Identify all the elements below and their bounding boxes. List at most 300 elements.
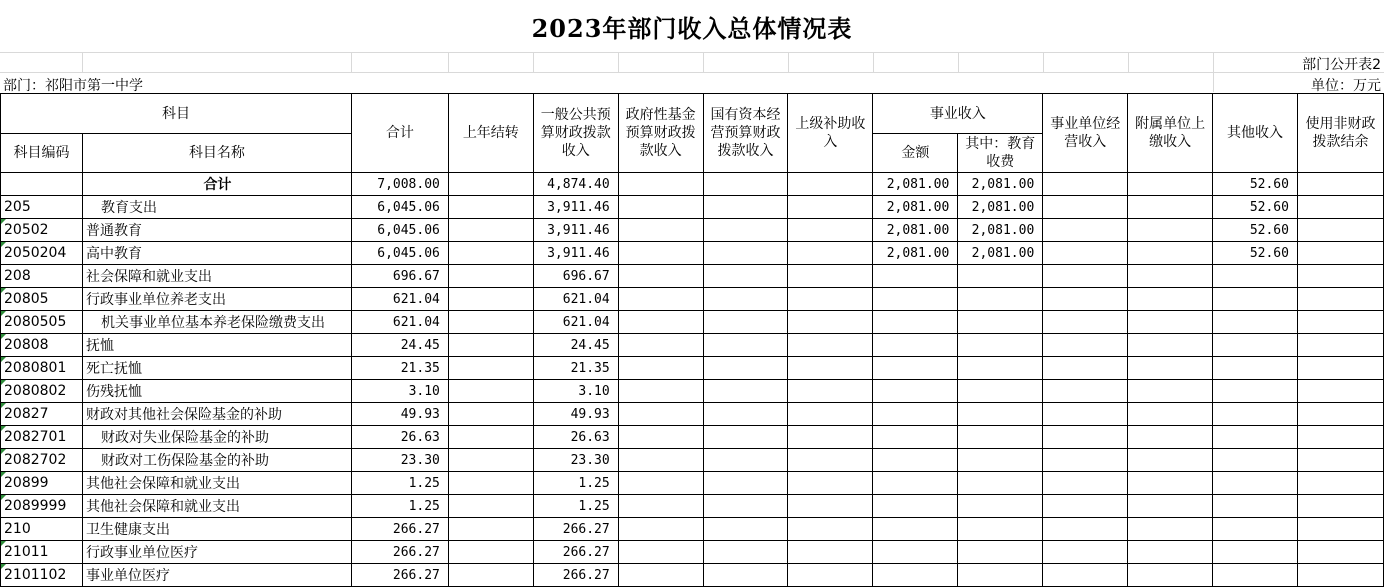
cell-amount[interactable]: 2,081.00 (873, 219, 958, 242)
cell-gov-fund[interactable] (618, 334, 703, 357)
cell-subsidy[interactable] (788, 196, 873, 219)
header-carryover[interactable]: 上年结转 (448, 94, 533, 173)
cell-subsidy[interactable] (788, 426, 873, 449)
header-affiliated[interactable]: 附属单位上缴收入 (1128, 94, 1213, 173)
cell-total[interactable]: 49.93 (351, 403, 448, 426)
cell-general[interactable]: 3,911.46 (533, 242, 618, 265)
gridline (82, 52, 83, 72)
gridline (788, 52, 789, 72)
table-row (1, 541, 1384, 564)
header-state-capital[interactable]: 国有资本经营预算财政拨款收入 (703, 94, 788, 173)
cell-other[interactable] (1213, 518, 1298, 541)
cell-subsidy[interactable] (788, 403, 873, 426)
cell-state-capital[interactable] (703, 219, 788, 242)
cell-marker-icon (1, 288, 6, 293)
cell-state-capital[interactable] (703, 564, 788, 587)
header-amount[interactable]: 金额 (873, 134, 958, 173)
header-business-income[interactable]: 事业收入 (873, 94, 1043, 134)
cell-carryover[interactable] (448, 472, 533, 495)
cell-marker-icon (1, 403, 6, 408)
form-number[interactable]: 部门公开表2 (1302, 57, 1381, 73)
cell-state-capital[interactable] (703, 357, 788, 380)
header-other-income[interactable]: 其他收入 (1213, 94, 1298, 173)
header-superior-subsidy[interactable]: 上级补助收入 (788, 94, 873, 173)
cell-non-fiscal[interactable] (1297, 357, 1383, 380)
cell-gov-fund[interactable] (618, 288, 703, 311)
cell-other[interactable] (1213, 472, 1298, 495)
cell-affiliated[interactable] (1128, 449, 1213, 472)
cell-affiliated[interactable] (1128, 541, 1213, 564)
cell-amount[interactable] (873, 541, 958, 564)
cell-edu-fee[interactable] (958, 564, 1043, 587)
cell-edu-fee[interactable] (958, 541, 1043, 564)
cell-total[interactable]: 21.35 (351, 357, 448, 380)
cell-non-fiscal[interactable] (1297, 403, 1383, 426)
cell-other[interactable]: 52.60 (1213, 196, 1298, 219)
cell-other[interactable] (1213, 357, 1298, 380)
cell-name[interactable]: 教育支出 (82, 196, 351, 219)
cell-affiliated[interactable] (1128, 242, 1213, 265)
cell-carryover[interactable] (448, 449, 533, 472)
cell-affiliated[interactable] (1128, 518, 1213, 541)
cell-code[interactable] (1, 403, 83, 426)
cell-code[interactable] (1, 380, 83, 403)
cell-affiliated[interactable] (1128, 265, 1213, 288)
cell-operation[interactable] (1043, 518, 1128, 541)
cell-carryover[interactable] (448, 173, 533, 196)
cell-code[interactable] (1, 449, 83, 472)
cell-edu-fee[interactable]: 2,081.00 (958, 219, 1043, 242)
cell-name[interactable]: 卫生健康支出 (82, 518, 351, 541)
cell-amount[interactable] (873, 380, 958, 403)
cell-affiliated[interactable] (1128, 357, 1213, 380)
cell-carryover[interactable] (448, 426, 533, 449)
cell-gov-fund[interactable] (618, 518, 703, 541)
cell-non-fiscal[interactable] (1297, 472, 1383, 495)
cell-code[interactable] (1, 334, 83, 357)
cell-edu-fee[interactable] (958, 311, 1043, 334)
cell-gov-fund[interactable] (618, 495, 703, 518)
cell-marker-icon (1, 219, 6, 224)
cell-name[interactable]: 合计 (82, 173, 351, 196)
cell-carryover[interactable] (448, 403, 533, 426)
cell-code-text: 2080505 (4, 314, 67, 330)
cell-subsidy[interactable] (788, 380, 873, 403)
cell-gov-fund[interactable] (618, 380, 703, 403)
cell-affiliated[interactable] (1128, 334, 1213, 357)
cell-other[interactable] (1213, 311, 1298, 334)
cell-subsidy[interactable] (788, 288, 873, 311)
cell-total[interactable]: 6,045.06 (351, 219, 448, 242)
cell-subsidy[interactable] (788, 518, 873, 541)
gridline (351, 52, 352, 72)
cell-edu-fee[interactable] (958, 380, 1043, 403)
cell-code[interactable] (1, 472, 83, 495)
cell-gov-fund[interactable] (618, 449, 703, 472)
cell-general[interactable]: 621.04 (533, 311, 618, 334)
cell-state-capital[interactable] (703, 495, 788, 518)
cell-operation[interactable] (1043, 242, 1128, 265)
cell-state-capital[interactable] (703, 518, 788, 541)
cell-edu-fee[interactable] (958, 288, 1043, 311)
cell-gov-fund[interactable] (618, 541, 703, 564)
cell-non-fiscal[interactable] (1297, 334, 1383, 357)
cell-name[interactable]: 行政事业单位养老支出 (82, 288, 351, 311)
table-row (1, 196, 1384, 219)
cell-affiliated[interactable] (1128, 196, 1213, 219)
table-row (1, 426, 1384, 449)
cell-code[interactable] (1, 288, 83, 311)
cell-marker-icon (1, 426, 6, 431)
cell-state-capital[interactable] (703, 541, 788, 564)
cell-amount[interactable]: 2,081.00 (873, 173, 958, 196)
cell-other[interactable] (1213, 426, 1298, 449)
cell-other[interactable] (1213, 334, 1298, 357)
cell-operation[interactable] (1043, 426, 1128, 449)
cell-code[interactable] (1, 173, 83, 196)
cell-operation[interactable] (1043, 472, 1128, 495)
cell-name[interactable]: 行政事业单位医疗 (82, 541, 351, 564)
cell-gov-fund[interactable] (618, 242, 703, 265)
cell-gov-fund[interactable] (618, 426, 703, 449)
cell-name[interactable]: 社会保障和就业支出 (82, 265, 351, 288)
cell-code-text: 2082701 (4, 429, 67, 445)
cell-carryover[interactable] (448, 242, 533, 265)
cell-non-fiscal[interactable] (1297, 564, 1383, 587)
cell-other[interactable]: 52.60 (1213, 219, 1298, 242)
cell-carryover[interactable] (448, 265, 533, 288)
cell-general[interactable]: 1.25 (533, 472, 618, 495)
cell-code[interactable] (1, 265, 83, 288)
cell-code[interactable] (1, 196, 83, 219)
cell-operation[interactable] (1043, 288, 1128, 311)
cell-general[interactable]: 266.27 (533, 541, 618, 564)
cell-name[interactable]: 其他社会保障和就业支出 (82, 495, 351, 518)
cell-total[interactable]: 3.10 (351, 380, 448, 403)
cell-name[interactable]: 财政对工伤保险基金的补助 (82, 449, 351, 472)
cell-general[interactable]: 23.30 (533, 449, 618, 472)
cell-total[interactable]: 621.04 (351, 311, 448, 334)
cell-name[interactable]: 财政对其他社会保险基金的补助 (82, 403, 351, 426)
cell-code[interactable] (1, 564, 83, 587)
cell-total[interactable]: 266.27 (351, 541, 448, 564)
cell-edu-fee[interactable]: 2,081.00 (958, 242, 1043, 265)
cell-non-fiscal[interactable] (1297, 219, 1383, 242)
cell-affiliated[interactable] (1128, 564, 1213, 587)
cell-general[interactable]: 3.10 (533, 380, 618, 403)
cell-non-fiscal[interactable] (1297, 518, 1383, 541)
cell-total[interactable]: 696.67 (351, 265, 448, 288)
cell-non-fiscal[interactable] (1297, 311, 1383, 334)
cell-total[interactable]: 6,045.06 (351, 196, 448, 219)
cell-name[interactable]: 事业单位医疗 (82, 564, 351, 587)
cell-operation[interactable] (1043, 380, 1128, 403)
cell-gov-fund[interactable] (618, 311, 703, 334)
cell-non-fiscal[interactable] (1297, 495, 1383, 518)
gridline (873, 52, 874, 72)
cell-carryover[interactable] (448, 380, 533, 403)
cell-general[interactable]: 21.35 (533, 357, 618, 380)
cell-affiliated[interactable] (1128, 380, 1213, 403)
cell-operation[interactable] (1043, 403, 1128, 426)
cell-code[interactable] (1, 541, 83, 564)
cell-amount[interactable] (873, 265, 958, 288)
cell-carryover[interactable] (448, 219, 533, 242)
cell-subsidy[interactable] (788, 265, 873, 288)
gridline (703, 52, 704, 72)
cell-non-fiscal[interactable] (1297, 426, 1383, 449)
cell-total[interactable]: 266.27 (351, 518, 448, 541)
cell-gov-fund[interactable] (618, 265, 703, 288)
cell-subsidy[interactable] (788, 449, 873, 472)
cell-amount[interactable] (873, 472, 958, 495)
cell-general[interactable]: 4,874.40 (533, 173, 618, 196)
cell-carryover[interactable] (448, 495, 533, 518)
header-non-fiscal[interactable]: 使用非财政拨款结余 (1297, 94, 1383, 173)
cell-edu-fee[interactable]: 2,081.00 (958, 173, 1043, 196)
cell-general[interactable]: 26.63 (533, 426, 618, 449)
cell-state-capital[interactable] (703, 380, 788, 403)
cell-code[interactable] (1, 357, 83, 380)
cell-affiliated[interactable] (1128, 426, 1213, 449)
cell-name[interactable]: 伤残抚恤 (82, 380, 351, 403)
cell-state-capital[interactable] (703, 449, 788, 472)
cell-name[interactable]: 机关事业单位基本养老保险缴费支出 (82, 311, 351, 334)
cell-general[interactable]: 3,911.46 (533, 196, 618, 219)
cell-affiliated[interactable] (1128, 403, 1213, 426)
cell-other[interactable] (1213, 495, 1298, 518)
cell-total[interactable]: 1.25 (351, 495, 448, 518)
cell-name[interactable]: 抚恤 (82, 334, 351, 357)
cell-code[interactable] (1, 426, 83, 449)
cell-other[interactable] (1213, 564, 1298, 587)
header-business-operation[interactable]: 事业单位经营收入 (1043, 94, 1128, 173)
cell-affiliated[interactable] (1128, 472, 1213, 495)
cell-other[interactable] (1213, 265, 1298, 288)
cell-subsidy[interactable] (788, 564, 873, 587)
cell-operation[interactable] (1043, 449, 1128, 472)
cell-operation[interactable] (1043, 311, 1128, 334)
table-row (1, 242, 1384, 265)
cell-name[interactable]: 其他社会保障和就业支出 (82, 472, 351, 495)
cell-name[interactable]: 高中教育 (82, 242, 351, 265)
cell-gov-fund[interactable] (618, 357, 703, 380)
header-total[interactable]: 合计 (351, 94, 448, 173)
cell-amount[interactable] (873, 288, 958, 311)
cell-amount[interactable] (873, 403, 958, 426)
cell-other[interactable] (1213, 288, 1298, 311)
cell-non-fiscal[interactable] (1297, 380, 1383, 403)
department-label[interactable]: 部门：祁阳市第一中学 (3, 78, 143, 94)
cell-edu-fee[interactable] (958, 357, 1043, 380)
cell-marker-icon (1, 495, 6, 500)
cell-state-capital[interactable] (703, 426, 788, 449)
cell-other[interactable] (1213, 541, 1298, 564)
cell-general[interactable]: 696.67 (533, 265, 618, 288)
cell-affiliated[interactable] (1128, 219, 1213, 242)
cell-general[interactable]: 24.45 (533, 334, 618, 357)
cell-non-fiscal[interactable] (1297, 242, 1383, 265)
cell-subsidy[interactable] (788, 242, 873, 265)
cell-code[interactable] (1, 311, 83, 334)
cell-subsidy[interactable] (788, 541, 873, 564)
cell-state-capital[interactable] (703, 173, 788, 196)
cell-amount[interactable] (873, 311, 958, 334)
cell-state-capital[interactable] (703, 334, 788, 357)
cell-subsidy[interactable] (788, 334, 873, 357)
cell-carryover[interactable] (448, 196, 533, 219)
cell-carryover[interactable] (448, 288, 533, 311)
cell-state-capital[interactable] (703, 265, 788, 288)
cell-other[interactable]: 52.60 (1213, 173, 1298, 196)
cell-general[interactable]: 266.27 (533, 564, 618, 587)
cell-operation[interactable] (1043, 334, 1128, 357)
cell-amount[interactable]: 2,081.00 (873, 196, 958, 219)
cell-total[interactable]: 23.30 (351, 449, 448, 472)
cell-operation[interactable] (1043, 173, 1128, 196)
cell-state-capital[interactable] (703, 242, 788, 265)
cell-general[interactable]: 266.27 (533, 518, 618, 541)
cell-total[interactable]: 24.45 (351, 334, 448, 357)
cell-code-text: 20805 (4, 291, 49, 307)
table-row (1, 311, 1384, 334)
header-general-budget[interactable]: 一般公共预算财政拨款收入 (533, 94, 618, 173)
cell-code-text: 2050204 (4, 245, 67, 261)
cell-non-fiscal[interactable] (1297, 265, 1383, 288)
cell-state-capital[interactable] (703, 288, 788, 311)
cell-state-capital[interactable] (703, 403, 788, 426)
report-title[interactable]: 2023年部门收入总体情况表 (531, 14, 853, 43)
cell-edu-fee[interactable] (958, 518, 1043, 541)
cell-carryover[interactable] (448, 357, 533, 380)
cell-other[interactable] (1213, 380, 1298, 403)
header-edu-fee[interactable]: 其中：教育收费 (958, 134, 1043, 173)
cell-gov-fund[interactable] (618, 219, 703, 242)
cell-name[interactable]: 死亡抚恤 (82, 357, 351, 380)
cell-general[interactable]: 621.04 (533, 288, 618, 311)
table-row (1, 495, 1384, 518)
cell-general[interactable]: 1.25 (533, 495, 618, 518)
cell-amount[interactable] (873, 449, 958, 472)
cell-non-fiscal[interactable] (1297, 173, 1383, 196)
header-code[interactable]: 科目编码 (1, 134, 83, 173)
cell-affiliated[interactable] (1128, 173, 1213, 196)
cell-edu-fee[interactable] (958, 403, 1043, 426)
cell-gov-fund[interactable] (618, 173, 703, 196)
cell-gov-fund[interactable] (618, 196, 703, 219)
cell-total[interactable]: 26.63 (351, 426, 448, 449)
header-name[interactable]: 科目名称 (82, 134, 351, 173)
cell-edu-fee[interactable]: 2,081.00 (958, 196, 1043, 219)
cell-operation[interactable] (1043, 357, 1128, 380)
cell-amount[interactable] (873, 518, 958, 541)
cell-affiliated[interactable] (1128, 311, 1213, 334)
cell-subsidy[interactable] (788, 472, 873, 495)
table-row (1, 518, 1384, 541)
cell-edu-fee[interactable] (958, 472, 1043, 495)
cell-carryover[interactable] (448, 564, 533, 587)
cell-amount[interactable] (873, 426, 958, 449)
cell-gov-fund[interactable] (618, 472, 703, 495)
cell-operation[interactable] (1043, 541, 1128, 564)
cell-edu-fee[interactable] (958, 265, 1043, 288)
cell-amount[interactable] (873, 334, 958, 357)
cell-general[interactable]: 49.93 (533, 403, 618, 426)
cell-total[interactable]: 7,008.00 (351, 173, 448, 196)
cell-operation[interactable] (1043, 564, 1128, 587)
header-gov-fund[interactable]: 政府性基金预算财政拨款收入 (618, 94, 703, 173)
cell-operation[interactable] (1043, 495, 1128, 518)
cell-subsidy[interactable] (788, 311, 873, 334)
cell-subsidy[interactable] (788, 495, 873, 518)
cell-edu-fee[interactable] (958, 495, 1043, 518)
header-subject[interactable]: 科目 (1, 94, 352, 134)
cell-gov-fund[interactable] (618, 564, 703, 587)
cell-total[interactable]: 6,045.06 (351, 242, 448, 265)
cell-amount[interactable] (873, 564, 958, 587)
cell-marker-icon (1, 380, 6, 385)
cell-gov-fund[interactable] (618, 403, 703, 426)
cell-code[interactable] (1, 242, 83, 265)
cell-state-capital[interactable] (703, 472, 788, 495)
cell-state-capital[interactable] (703, 196, 788, 219)
cell-other[interactable] (1213, 449, 1298, 472)
cell-carryover[interactable] (448, 518, 533, 541)
cell-amount[interactable]: 2,081.00 (873, 242, 958, 265)
cell-name[interactable]: 普通教育 (82, 219, 351, 242)
cell-state-capital[interactable] (703, 311, 788, 334)
unit-label[interactable]: 单位：万元 (1311, 78, 1381, 94)
cell-total[interactable]: 621.04 (351, 288, 448, 311)
cell-subsidy[interactable] (788, 219, 873, 242)
cell-marker-icon (1, 472, 6, 477)
cell-edu-fee[interactable] (958, 426, 1043, 449)
cell-non-fiscal[interactable] (1297, 288, 1383, 311)
table-row (1, 288, 1384, 311)
cell-general[interactable]: 3,911.46 (533, 219, 618, 242)
cell-non-fiscal[interactable] (1297, 541, 1383, 564)
gridline (0, 52, 1384, 53)
cell-operation[interactable] (1043, 219, 1128, 242)
cell-total[interactable]: 1.25 (351, 472, 448, 495)
cell-amount[interactable] (873, 495, 958, 518)
cell-code-text: 21011 (4, 544, 49, 560)
cell-code[interactable] (1, 518, 83, 541)
cell-subsidy[interactable] (788, 173, 873, 196)
table-row (1, 334, 1384, 357)
cell-code[interactable] (1, 495, 83, 518)
cell-affiliated[interactable] (1128, 495, 1213, 518)
cell-name[interactable]: 财政对失业保险基金的补助 (82, 426, 351, 449)
cell-other[interactable] (1213, 403, 1298, 426)
cell-carryover[interactable] (448, 311, 533, 334)
cell-carryover[interactable] (448, 541, 533, 564)
cell-non-fiscal[interactable] (1297, 449, 1383, 472)
cell-amount[interactable] (873, 357, 958, 380)
cell-code-text: 20502 (4, 222, 49, 238)
cell-other[interactable]: 52.60 (1213, 242, 1298, 265)
cell-edu-fee[interactable] (958, 334, 1043, 357)
cell-total[interactable]: 266.27 (351, 564, 448, 587)
cell-affiliated[interactable] (1128, 288, 1213, 311)
cell-code[interactable] (1, 219, 83, 242)
cell-operation[interactable] (1043, 265, 1128, 288)
cell-non-fiscal[interactable] (1297, 196, 1383, 219)
cell-subsidy[interactable] (788, 357, 873, 380)
cell-carryover[interactable] (448, 334, 533, 357)
cell-operation[interactable] (1043, 196, 1128, 219)
cell-edu-fee[interactable] (958, 449, 1043, 472)
